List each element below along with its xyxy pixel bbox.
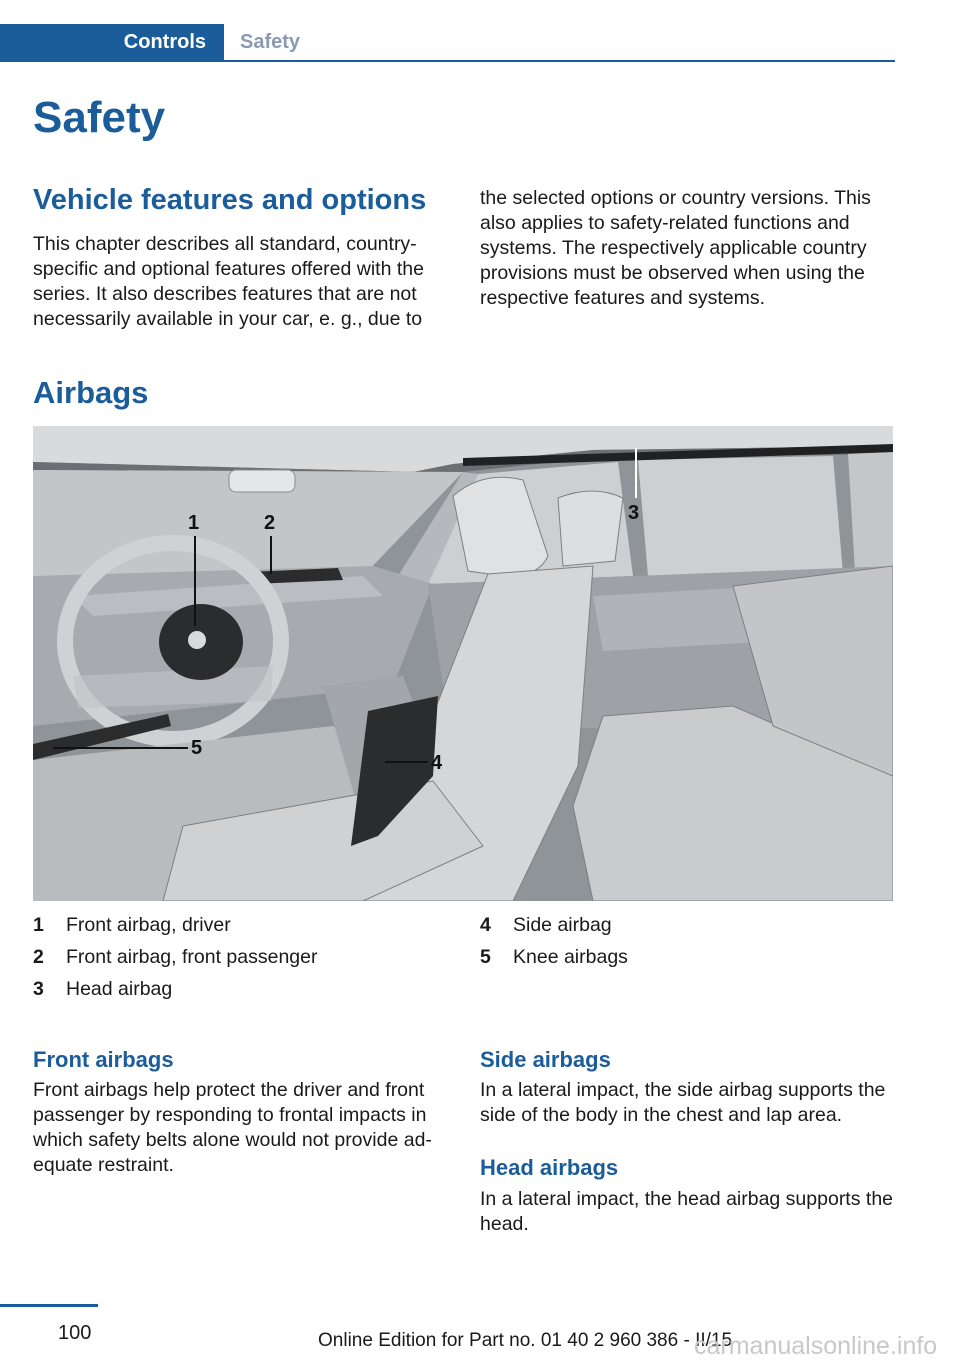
- footer-rule: [0, 1304, 98, 1307]
- callout-1: 1: [188, 512, 200, 534]
- footer-edition: Online Edition for Part no. 01 40 2 960 386 - II/15: [318, 1330, 733, 1351]
- head-airbags-heading: Head airbags: [480, 1155, 619, 1180]
- tab-controls-label: Controls: [123, 30, 206, 53]
- header-rule: [0, 60, 895, 62]
- page-number: 100: [58, 1322, 92, 1344]
- tab-safety-label: Safety: [240, 30, 301, 53]
- callout-2: 2: [264, 512, 276, 534]
- vehicle-features-heading: Vehicle features and options: [33, 184, 427, 216]
- tab-controls[interactable]: [0, 24, 224, 60]
- airbags-illustration: [33, 426, 893, 901]
- legend-number: 4: [480, 914, 491, 936]
- tab-safety[interactable]: [240, 24, 300, 60]
- callout-4: 4: [431, 752, 443, 774]
- legend-number: 1: [33, 914, 44, 936]
- legend-label: Front airbag, driver: [66, 914, 231, 936]
- legend-number: 2: [33, 946, 44, 968]
- page-title: Safety: [33, 93, 166, 142]
- front-airbags-text: Front airbags help protect the driver and front passenger by responding to frontal impacts in which safety belts alone would not provide ad‐equate restraint.: [33, 1079, 432, 1176]
- airbags-heading: Airbags: [33, 375, 149, 410]
- legend-label: Side airbag: [513, 914, 612, 936]
- legend-number: 5: [480, 946, 491, 968]
- legend-number: 3: [33, 978, 44, 1000]
- side-airbags-heading: Side airbags: [480, 1047, 611, 1072]
- callout-3: 3: [628, 502, 640, 524]
- legend-label: Head airbag: [66, 978, 173, 1000]
- side-airbags-text: In a lateral impact, the side airbag supports the side of the body in the chest and lap area.: [480, 1079, 886, 1126]
- vehicle-features-text-left: This chapter describes all standard, country-specific and optional features offered with the series. It also describes features that are not necessarily available in your car, e. g., due to: [33, 233, 424, 330]
- vehicle-features-text-right: the selected options or country versions. This also applies to safety-related functions and systems. The respectively applicable country provisions must be observed when using the respective features and systems.: [480, 187, 871, 309]
- watermark: carmanualsonline.info: [694, 1332, 938, 1360]
- callout-5: 5: [191, 737, 203, 759]
- legend-label: Knee airbags: [513, 946, 628, 968]
- legend-label: Front airbag, front passenger: [66, 946, 318, 968]
- head-airbags-text: In a lateral impact, the head airbag supports the head.: [480, 1188, 894, 1235]
- front-airbags-heading: Front airbags: [33, 1047, 174, 1072]
